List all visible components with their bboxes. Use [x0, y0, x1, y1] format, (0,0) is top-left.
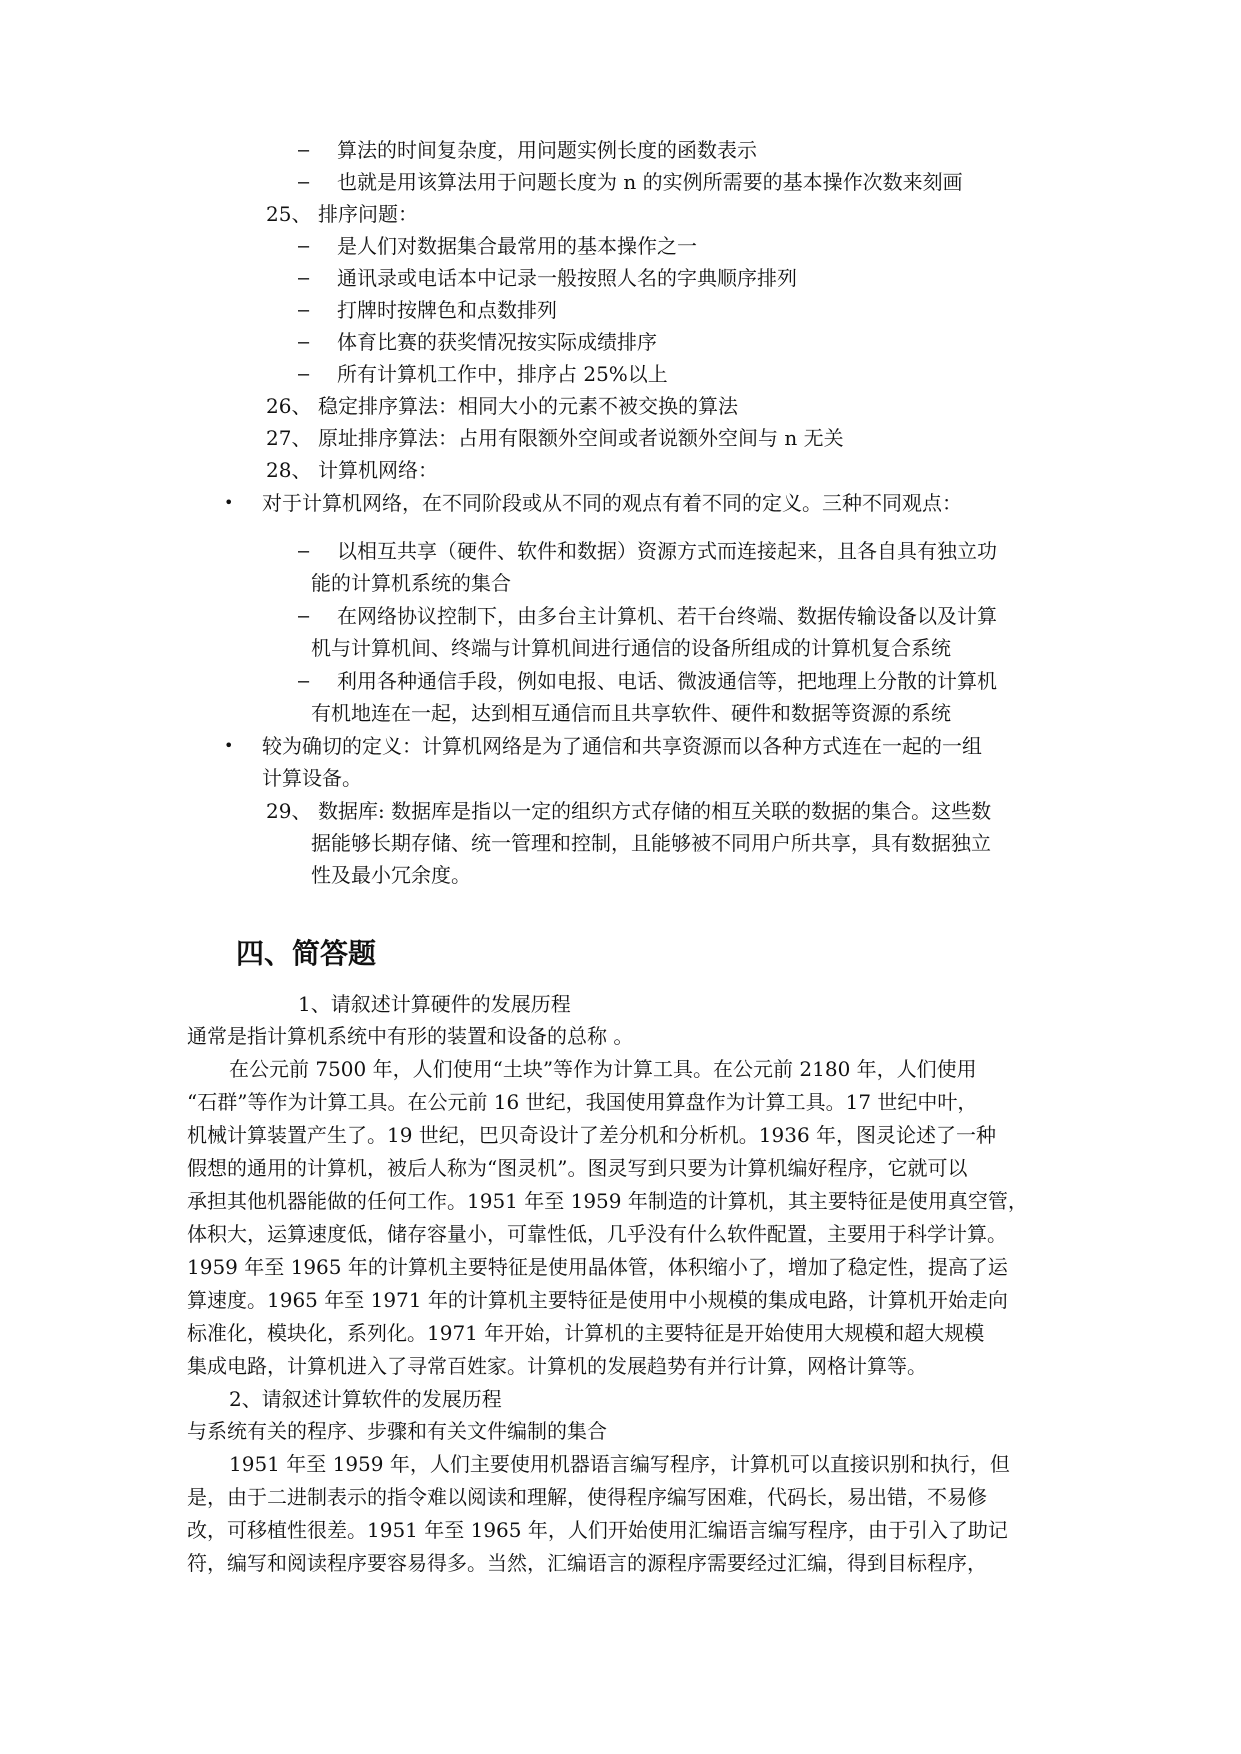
- dash-marker: –: [298, 331, 310, 353]
- dash-marker: –: [298, 267, 310, 289]
- bullet1-view1-line2: 能的计算机系统的集合: [311, 571, 511, 595]
- section4-heading: 四、简答题: [236, 937, 377, 970]
- dash-marker: –: [298, 605, 310, 627]
- dash-marker: –: [298, 171, 310, 193]
- q1-body-line: “石群”等作为计算工具。在公元前 16 世纪，我国使用算盘作为计算工具。17 世纪中叶，: [187, 1090, 978, 1114]
- q1-body-line: 在公元前 7500 年，人们使用“土块”等作为计算工具。在公元前 2180 年，人们使用: [229, 1057, 977, 1081]
- item29-line1: 数据库: 数据库是指以一定的组织方式存储的相互关联的数据的集合。这些数: [318, 799, 992, 823]
- item25-subpoint-4: 体育比赛的获奖情况按实际成绩排序: [337, 330, 657, 354]
- item25-subpoint-5: 所有计算机工作中，排序占 25%以上: [337, 362, 668, 386]
- dash-marker: –: [298, 235, 310, 257]
- item29-line3: 性及最小冗余度。: [311, 863, 471, 887]
- q2-body-line: 1951 年至 1959 年，人们主要使用机器语言编写程序，计算机可以直接识别和执行，但: [229, 1452, 1010, 1476]
- q1-body-line: 1959 年至 1965 年的计算机主要特征是使用晶体管，体积缩小了，增加了稳定性，提高了运: [187, 1255, 1008, 1279]
- bullet-marker: •: [224, 736, 234, 755]
- item24-subpoint-2: 也就是用该算法用于问题长度为 n 的实例所需要的基本操作次数来刻画: [337, 170, 963, 194]
- item29-number: 29、: [266, 799, 312, 823]
- item27-text: 原址排序算法：占用有限额外空间或者说额外空间与 n 无关: [318, 426, 844, 450]
- dash-marker: –: [298, 363, 310, 385]
- q2-body-line: 改，可移植性很差。1951 年至 1965 年，人们开始使用汇编语言编写程序，由于引入了助记: [187, 1518, 1008, 1542]
- dash-marker: –: [298, 139, 310, 161]
- q1-body-line: 承担其他机器能做的任何工作。1951 年至 1959 年制造的计算机，其主要特征是使用真空管，: [187, 1189, 1028, 1213]
- item25-subpoint-3: 打牌时按牌色和点数排列: [337, 298, 557, 322]
- item28-number: 28、: [266, 458, 312, 482]
- dash-marker: –: [298, 540, 310, 562]
- q1-body-line: 集成电路，计算机进入了寻常百姓家。计算机的发展趋势有并行计算，网格计算等。: [187, 1354, 927, 1378]
- bullet1-view2-line1: 在网络协议控制下，由多台主计算机、若干台终端、数据传输设备以及计算: [337, 604, 997, 628]
- bullet1-view1-line1: 以相互共享（硬件、软件和数据）资源方式而连接起来，且各自具有独立功: [337, 539, 997, 563]
- dash-marker: –: [298, 299, 310, 321]
- item26-number: 26、: [266, 394, 312, 418]
- item28-text: 计算机网络：: [318, 458, 438, 482]
- q1-body-line: 算速度。1965 年至 1971 年的计算机主要特征是使用中小规模的集成电路，计算机开始走向: [187, 1288, 1008, 1312]
- dash-marker: –: [298, 670, 310, 692]
- q1-body-line: 假想的通用的计算机，被后人称为“图灵机”。图灵写到只要为计算机编好程序，它就可以: [187, 1156, 968, 1180]
- q2-title: 2、请叙述计算软件的发展历程: [229, 1387, 502, 1411]
- q1-body-line: 机械计算装置产生了。19 世纪，巴贝奇设计了差分机和分析机。1936 年，图灵论述了一种: [187, 1123, 997, 1147]
- q1-body-line: 体积大，运算速度低，储存容量小，可靠性低，几乎没有什么软件配置，主要用于科学计算。: [187, 1222, 1007, 1246]
- bullet2-line1: 较为确切的定义：计算机网络是为了通信和共享资源而以各种方式连在一起的一组: [262, 734, 982, 758]
- item24-subpoint-1: 算法的时间复杂度，用问题实例长度的函数表示: [337, 138, 757, 162]
- bullet1-view3-line2: 有机地连在一起，达到相互通信而且共享软件、硬件和数据等资源的系统: [311, 701, 951, 725]
- q2-body-line: 是，由于二进制表示的指令难以阅读和理解，使得程序编写困难，代码长，易出错，不易修: [187, 1485, 987, 1509]
- q2-body-line: 符，编写和阅读程序要容易得多。当然，汇编语言的源程序需要经过汇编，得到目标程序，: [187, 1551, 987, 1575]
- item25-subpoint-1: 是人们对数据集合最常用的基本操作之一: [337, 234, 697, 258]
- item25-subpoint-2: 通讯录或电话本中记录一般按照人名的字典顺序排列: [337, 266, 797, 290]
- item25-title: 排序问题：: [318, 202, 418, 226]
- q1-definition: 通常是指计算机系统中有形的装置和设备的总称 。: [187, 1024, 634, 1048]
- item25-number: 25、: [266, 202, 312, 226]
- bullet1-text: 对于计算机网络，在不同阶段或从不同的观点有着不同的定义。三种不同观点：: [262, 491, 962, 515]
- item29-line2: 据能够长期存储、统一管理和控制，且能够被不同用户所共享，具有数据独立: [311, 831, 991, 855]
- item27-number: 27、: [266, 426, 312, 450]
- item26-text: 稳定排序算法：相同大小的元素不被交换的算法: [318, 394, 738, 418]
- bullet2-line2: 计算设备。: [262, 766, 362, 790]
- q1-title: 1、请叙述计算硬件的发展历程: [298, 992, 571, 1016]
- bullet-marker: •: [224, 493, 234, 512]
- q1-body-line: 标准化，模块化，系列化。1971 年开始，计算机的主要特征是开始使用大规模和超大规模: [187, 1321, 985, 1345]
- bullet1-view3-line1: 利用各种通信手段，例如电报、电话、微波通信等，把地理上分散的计算机: [337, 669, 997, 693]
- q2-definition: 与系统有关的程序、步骤和有关文件编制的集合: [187, 1419, 607, 1443]
- bullet1-view2-line2: 机与计算机间、终端与计算机间进行通信的设备所组成的计算机复合系统: [311, 636, 951, 660]
